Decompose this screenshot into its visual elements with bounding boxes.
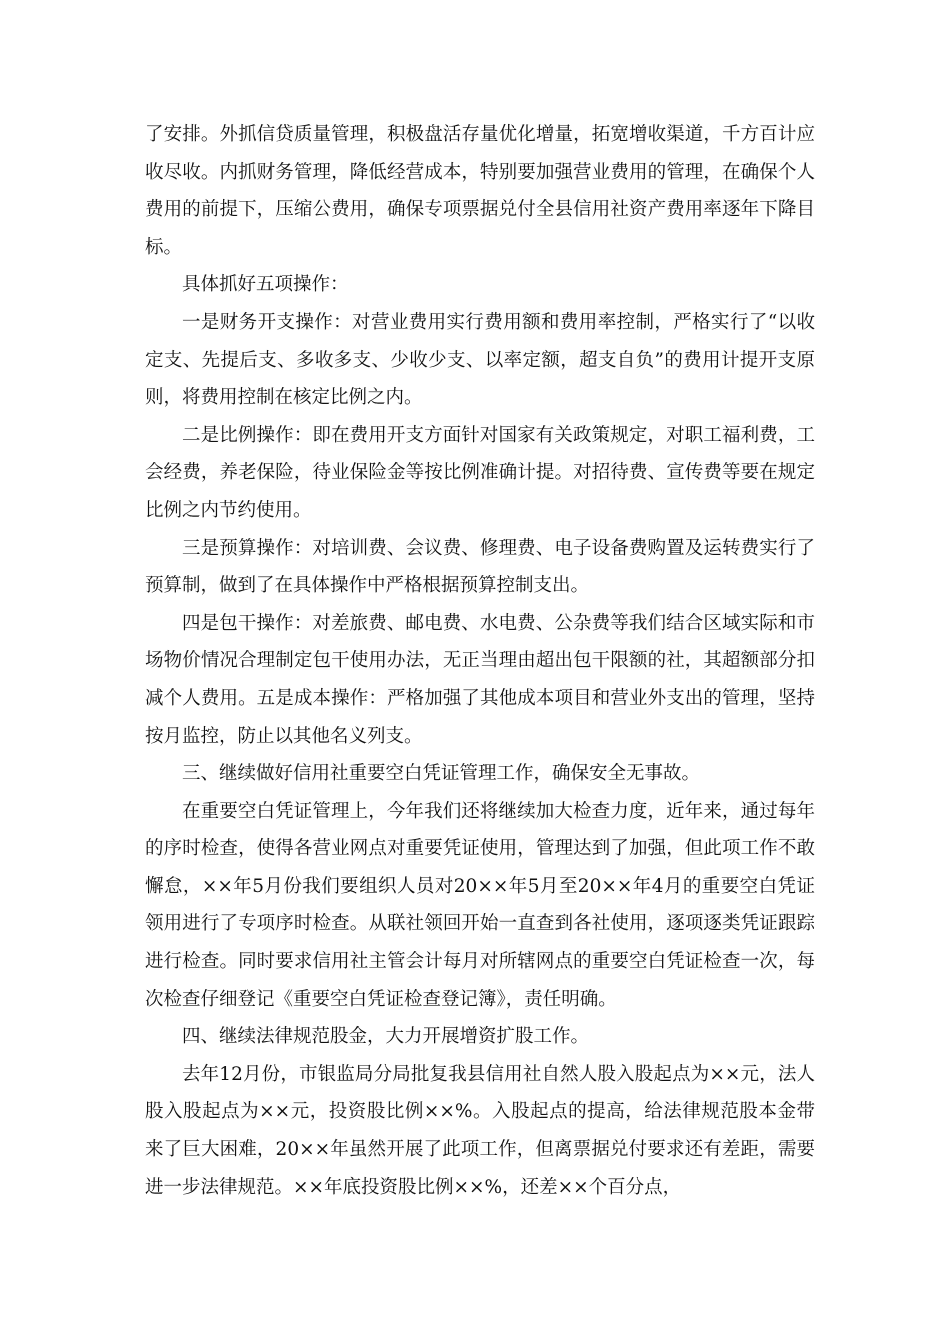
paragraph: 具体抓好五项操作： [182, 274, 349, 296]
section-heading: 三、继续做好信用社重要空白凭证管理工作，确保安全无事故。 [182, 763, 701, 785]
paragraph: 四是包干操作：对差旅费、邮电费、水电费、公杂费等我们结合区域实际和市场物价情况合理制定包干使用办法，无正当理由超出包干限额的社，其超额部分扣减个人费用。五是成本操作：严格加强了其他成本项目和营业外支出的管理，坚持按月监控，防止以其他名义列支。 [145, 612, 815, 747]
paragraph: 一是财务开支操作：对营业费用实行费用额和费用率控制，严格实行了“以收定支、先提后支、多收多支、少收少支、以率定额，超支自负”的费用计提开支原则，将费用控制在核定比例之内。 [145, 311, 815, 409]
document-body [145, 116, 815, 1206]
paragraph: 了安排。外抓信贷质量管理，积极盘活存量优化增量，拓宽增收渠道，千方百计应收尽收。内抓财务管理，降低经营成本，特别要加强营业费用的管理，在确保个人费用的前提下，压缩公费用，确保专项票据兑付全县信用社资产费用率逐年下降目标。 [145, 124, 815, 258]
section-heading: 四、继续法律规范股金，大力开展增资扩股工作。 [182, 1026, 590, 1048]
paragraph: 二是比例操作：即在费用开支方面针对国家有关政策规定，对职工福利费，工会经费，养老保险，待业保险金等按比例准确计提。对招待费、宣传费等要在规定比例之内节约使用。 [145, 424, 815, 521]
paragraph: 去年12月份，市银监局分局批复我县信用社自然人股入股起点为××元，法人股入股起点为××元，投资股比例××%。入股起点的提高，给法律规范股本金带来了巨大困难，20××年虽然开展了此项工作，但离票据兑付要求还有差距，需要进一步法律规范。××年底投资股比例××%，还差××个百分点， [145, 1063, 815, 1198]
paragraph: 在重要空白凭证管理上，今年我们还将继续加大检查力度，近年来，通过每年的序时检查，使得各营业网点对重要凭证使用，管理达到了加强，但此项工作不敢懈怠，××年5月份我们要组织人员对20××年5月至20××年4月的重要空白凭证领用进行了专项序时检查。从联社领回开始一直查到各社使用，逐项逐类凭证跟踪进行检查。同时要求信用社主管会计每月对所辖网点的重要空白凭证检查一次，每次检查仔细登记《重要空白凭证检查登记簿》，责任明确。 [145, 800, 815, 1010]
paragraph: 三是预算操作：对培训费、会议费、修理费、电子设备费购置及运转费实行了预算制，做到了在具体操作中严格根据预算控制支出。 [145, 537, 815, 597]
